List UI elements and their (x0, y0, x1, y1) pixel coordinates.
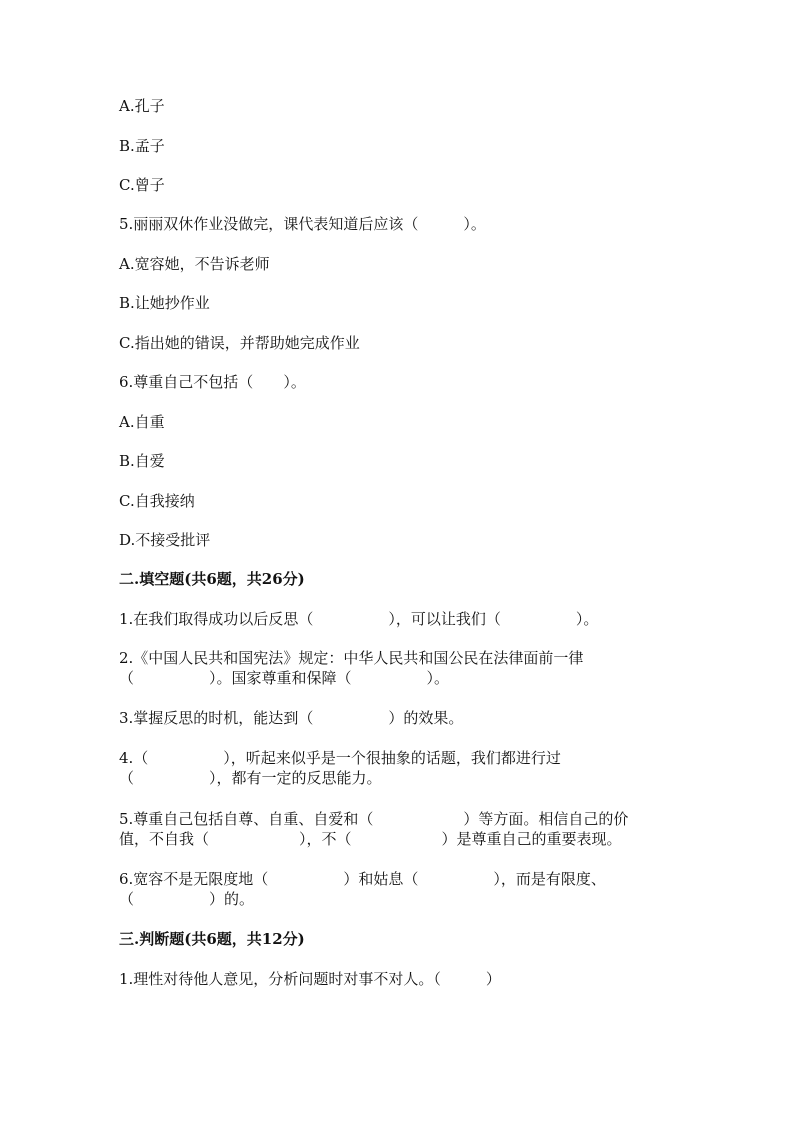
fill-question-3: 3.掌握反思的时机，能达到（ ）的效果。 (119, 709, 464, 727)
fill-question-2-line-2: （ ）。国家尊重和保障（ ）。 (119, 669, 450, 687)
fill-question-5-line-1: 5.尊重自己包括自尊、自重、自爱和（ ）等方面。相信自己的价 (119, 810, 629, 828)
question-5-option-b: B.让她抄作业 (119, 294, 210, 312)
question-6-option-d: D.不接受批评 (119, 531, 211, 549)
question-5-stem: 5.丽丽双休作业没做完，课代表知道后应该（ ）。 (119, 215, 486, 233)
question-6-option-a: A.自重 (119, 413, 165, 431)
question-4-option-b: B.孟子 (119, 137, 165, 155)
section-2-title: 二.填空题(共6题，共26分) (119, 570, 305, 588)
question-5-option-a: A.宽容她，不告诉老师 (119, 255, 270, 273)
judge-question-1: 1.理性对待他人意见，分析问题时对事不对人。（ ） (119, 970, 501, 988)
question-5-option-c: C.指出她的错误，并帮助她完成作业 (119, 334, 360, 352)
fill-question-4-line-1: 4.（ ），听起来似乎是一个很抽象的话题，我们都进行过 (119, 749, 561, 767)
question-4-option-c: C.曾子 (119, 176, 165, 194)
question-6-option-c: C.自我接纳 (119, 492, 195, 510)
fill-question-6-line-2: （ ）的。 (119, 890, 255, 908)
section-3-title: 三.判断题(共6题，共12分) (119, 930, 305, 948)
fill-question-1: 1.在我们取得成功以后反思（ ），可以让我们（ ）。 (119, 610, 599, 628)
question-4-option-a: A.孔子 (119, 97, 165, 115)
fill-question-5-line-2: 值，不自我（ ），不（ ）是尊重自己的重要表现。 (119, 830, 622, 848)
question-6-stem: 6.尊重自己不包括（ ）。 (119, 373, 306, 391)
fill-question-4-line-2: （ ），都有一定的反思能力。 (119, 769, 382, 787)
fill-question-2-line-1: 2.《中国人民共和国宪法》规定：中华人民共和国公民在法律面前一律 (119, 649, 584, 667)
fill-question-6-line-1: 6.宽容不是无限度地（ ）和姑息（ ），而是有限度、 (119, 870, 606, 888)
question-6-option-b: B.自爱 (119, 452, 165, 470)
